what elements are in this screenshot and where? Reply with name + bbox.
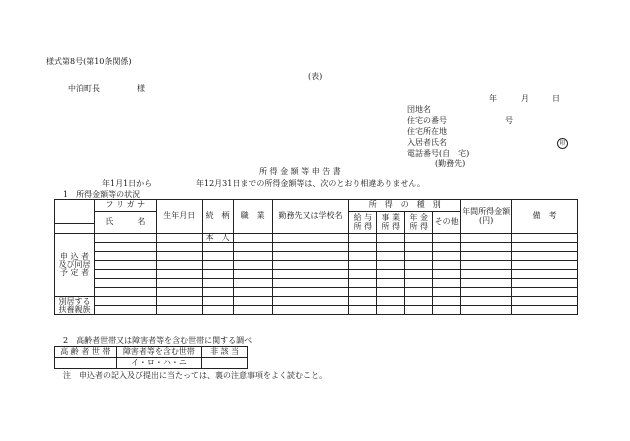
remarks-header: 備 考 — [512, 200, 578, 234]
household-table — [54, 346, 248, 369]
resident-name-label: 入居者氏名 — [407, 138, 447, 147]
pension-income-header: 年 金 所 得 — [405, 212, 433, 234]
disabled-household-header: 障害者等を含む世帯 — [116, 347, 202, 358]
phone-work-label: (勤務先) — [435, 159, 466, 168]
addressee-honorific: 様 — [137, 84, 145, 93]
disabled-choices: イ・ロ・ハ・ニ — [116, 358, 202, 369]
other-income-header: その他 — [433, 212, 461, 234]
date-month: 月 — [521, 94, 529, 103]
period-from: 年1月1日から — [102, 179, 153, 188]
not-applicable-header: 非 該 当 — [202, 347, 248, 358]
date-year: 年 — [489, 94, 497, 103]
corner-cell — [55, 200, 95, 224]
annual-income-header: 年間所得金額 (円) — [461, 200, 512, 234]
section1-heading: 1 所得金額等の状況 — [63, 190, 141, 199]
salary-income-header: 給 与 所 得 — [349, 212, 377, 234]
name-header: 氏 名 — [94, 212, 156, 234]
form-title: 所 得 金 額 等 申 告 書 — [259, 167, 341, 176]
furigana-header: フ リ ガ ナ — [94, 200, 156, 212]
seal-icon: 印 — [557, 138, 568, 149]
income-type-header: 所 得 の 種 別 — [349, 200, 461, 212]
relation-self: 本 人 — [202, 234, 233, 243]
housing-address-label: 住宅所在地 — [407, 127, 447, 136]
front-side-label: (表) — [308, 72, 323, 81]
applicant-group-label: 申 込 者 及び同居 予 定 者 — [55, 234, 95, 297]
income-table — [54, 199, 578, 315]
business-income-header: 事 業 所 得 — [377, 212, 405, 234]
period-to: 年12月31日までの所得金額等は、次のとおり相違ありません。 — [196, 179, 425, 188]
relation-header: 続 柄 — [202, 200, 233, 234]
danchi-label: 団地名 — [407, 105, 431, 114]
footer-note: 注 申込者の記入及び提出に当たっては、裏の注意事項をよく読むこと。 — [63, 371, 327, 380]
separate-dependents-label: 別居する 扶養親族 — [55, 297, 95, 315]
date-day: 日 — [552, 94, 560, 103]
birthdate-header: 生年月日 — [156, 200, 202, 234]
section2-heading: 2 高齢者世帯又は障害者等を含む世帯に関する調べ — [63, 336, 253, 345]
housing-number-label: 住宅の番号 — [407, 116, 447, 125]
occupation-header: 職 業 — [233, 200, 272, 234]
form-number: 様式第8号(第10条関係) — [46, 57, 132, 66]
workplace-header: 勤務先又は学校名 — [272, 200, 349, 234]
addressee-town: 中泊町長 — [68, 84, 100, 93]
corner-cell-lower — [55, 224, 95, 234]
go-label: 号 — [505, 116, 513, 125]
phone-home-label: 電話番号(自 宅) — [407, 149, 470, 158]
elderly-household-header: 高 齢 者 世 帯 — [55, 347, 117, 358]
